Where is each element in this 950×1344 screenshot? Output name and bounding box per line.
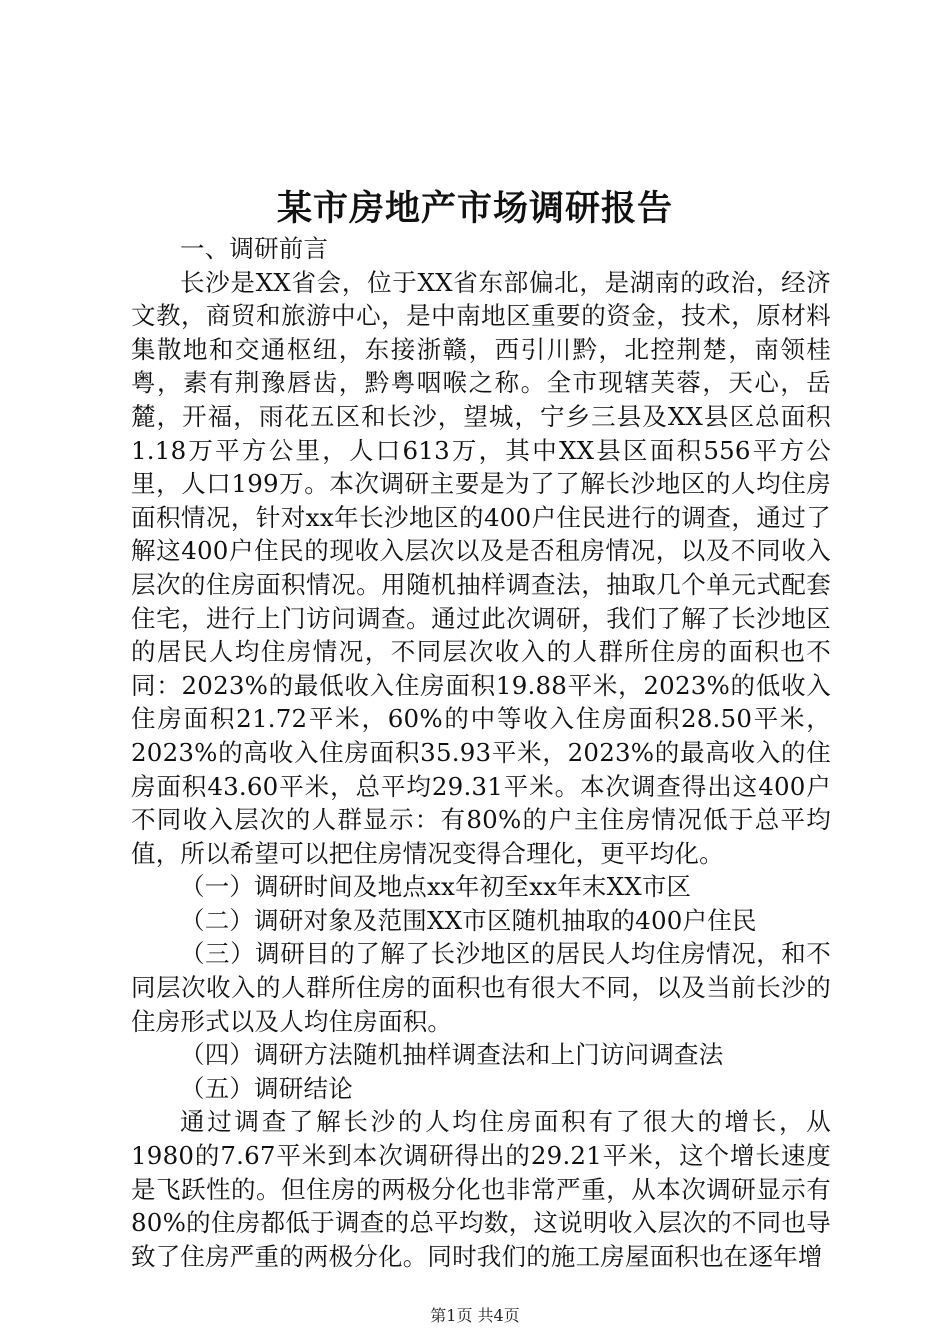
paragraph-conclusion-body: 通过调查了解长沙的人均住房面积有了很大的增长，从1980的7.67平米到本次调研得出的29.21平米，这个增长速度是飞跃性的。但住房的两极分化也非常严重，从本次调研显示有80%的住房都低于调查的总平均数，这说明收入层次的不同也导致了住房严重的两极分化。同时我们的施工房屋面积也在逐年增 <box>131 1107 831 1271</box>
document-title: 某市房地产市场调研报告 <box>276 188 673 229</box>
list-item-method: （四）调研方法随机抽样调查法和上门访问调查法 <box>180 1040 724 1070</box>
list-item-time-location: （一）调研时间及地点xx年初至xx年末XX市区 <box>180 872 692 902</box>
list-item-purpose: （三）调研目的了解了长沙地区的居民人均住房情况，和不同层次收入的人群所住房的面积也有很大不同，以及当前长沙的住房形式以及人均住房面积。 <box>131 939 831 1036</box>
list-item-subject-scope: （二）调研对象及范围XX市区随机抽取的400户住民 <box>180 905 757 935</box>
list-item-conclusion: （五）调研结论 <box>180 1073 353 1103</box>
section-heading-preface: 一、调研前言 <box>180 234 329 263</box>
page-number: 第1页 共4页 <box>430 1306 520 1325</box>
document-body <box>131 232 831 1273</box>
paragraph-preface-body: 长沙是XX省会，位于XX省东部偏北，是湖南的政治，经济文教，商贸和旅游中心，是中南地区重要的资金，技术，原材料集散地和交通枢纽，东接浙赣，西引川黔，北控荆楚，南领桂粤，素有荆豫唇齿，黔粤咽喉之称。全市现辖芙蓉，天心，岳麓，开福，雨花五区和长沙，望城，宁乡三县及XX县区总面积1.18万平方公里，人口613万，其中XX县区面积556平方公里，人口199万。本次调研主要是为了了解长沙地区的人均住房面积情况，针对xx年长沙地区的400户住民进行的调查，通过了解这400户住民的现收入层次以及是否租房情况，以及不同收入层次的住房面积情况。用随机抽样调查法，抽取几个单元式配套住宅，进行上门访问调查。通过此次调研，我们了解了长沙地区的居民人均住房情况，不同层次收入的人群所住房的面积也不同：2023%的最低收入住房面积19.88平米，2023%的低收入住房面积21.72平米，60%的中等收入住房面积28.50平米，2023%的高收入住房面积35.93平米，2023%的最高收入的住房面积43.60平米，总平均29.31平米。本次调查得出这400户不同收入层次的人群显示：有80%的户主住房情况低于总平均值，所以希望可以把住房情况变得合理化，更平均化。 <box>131 267 831 868</box>
